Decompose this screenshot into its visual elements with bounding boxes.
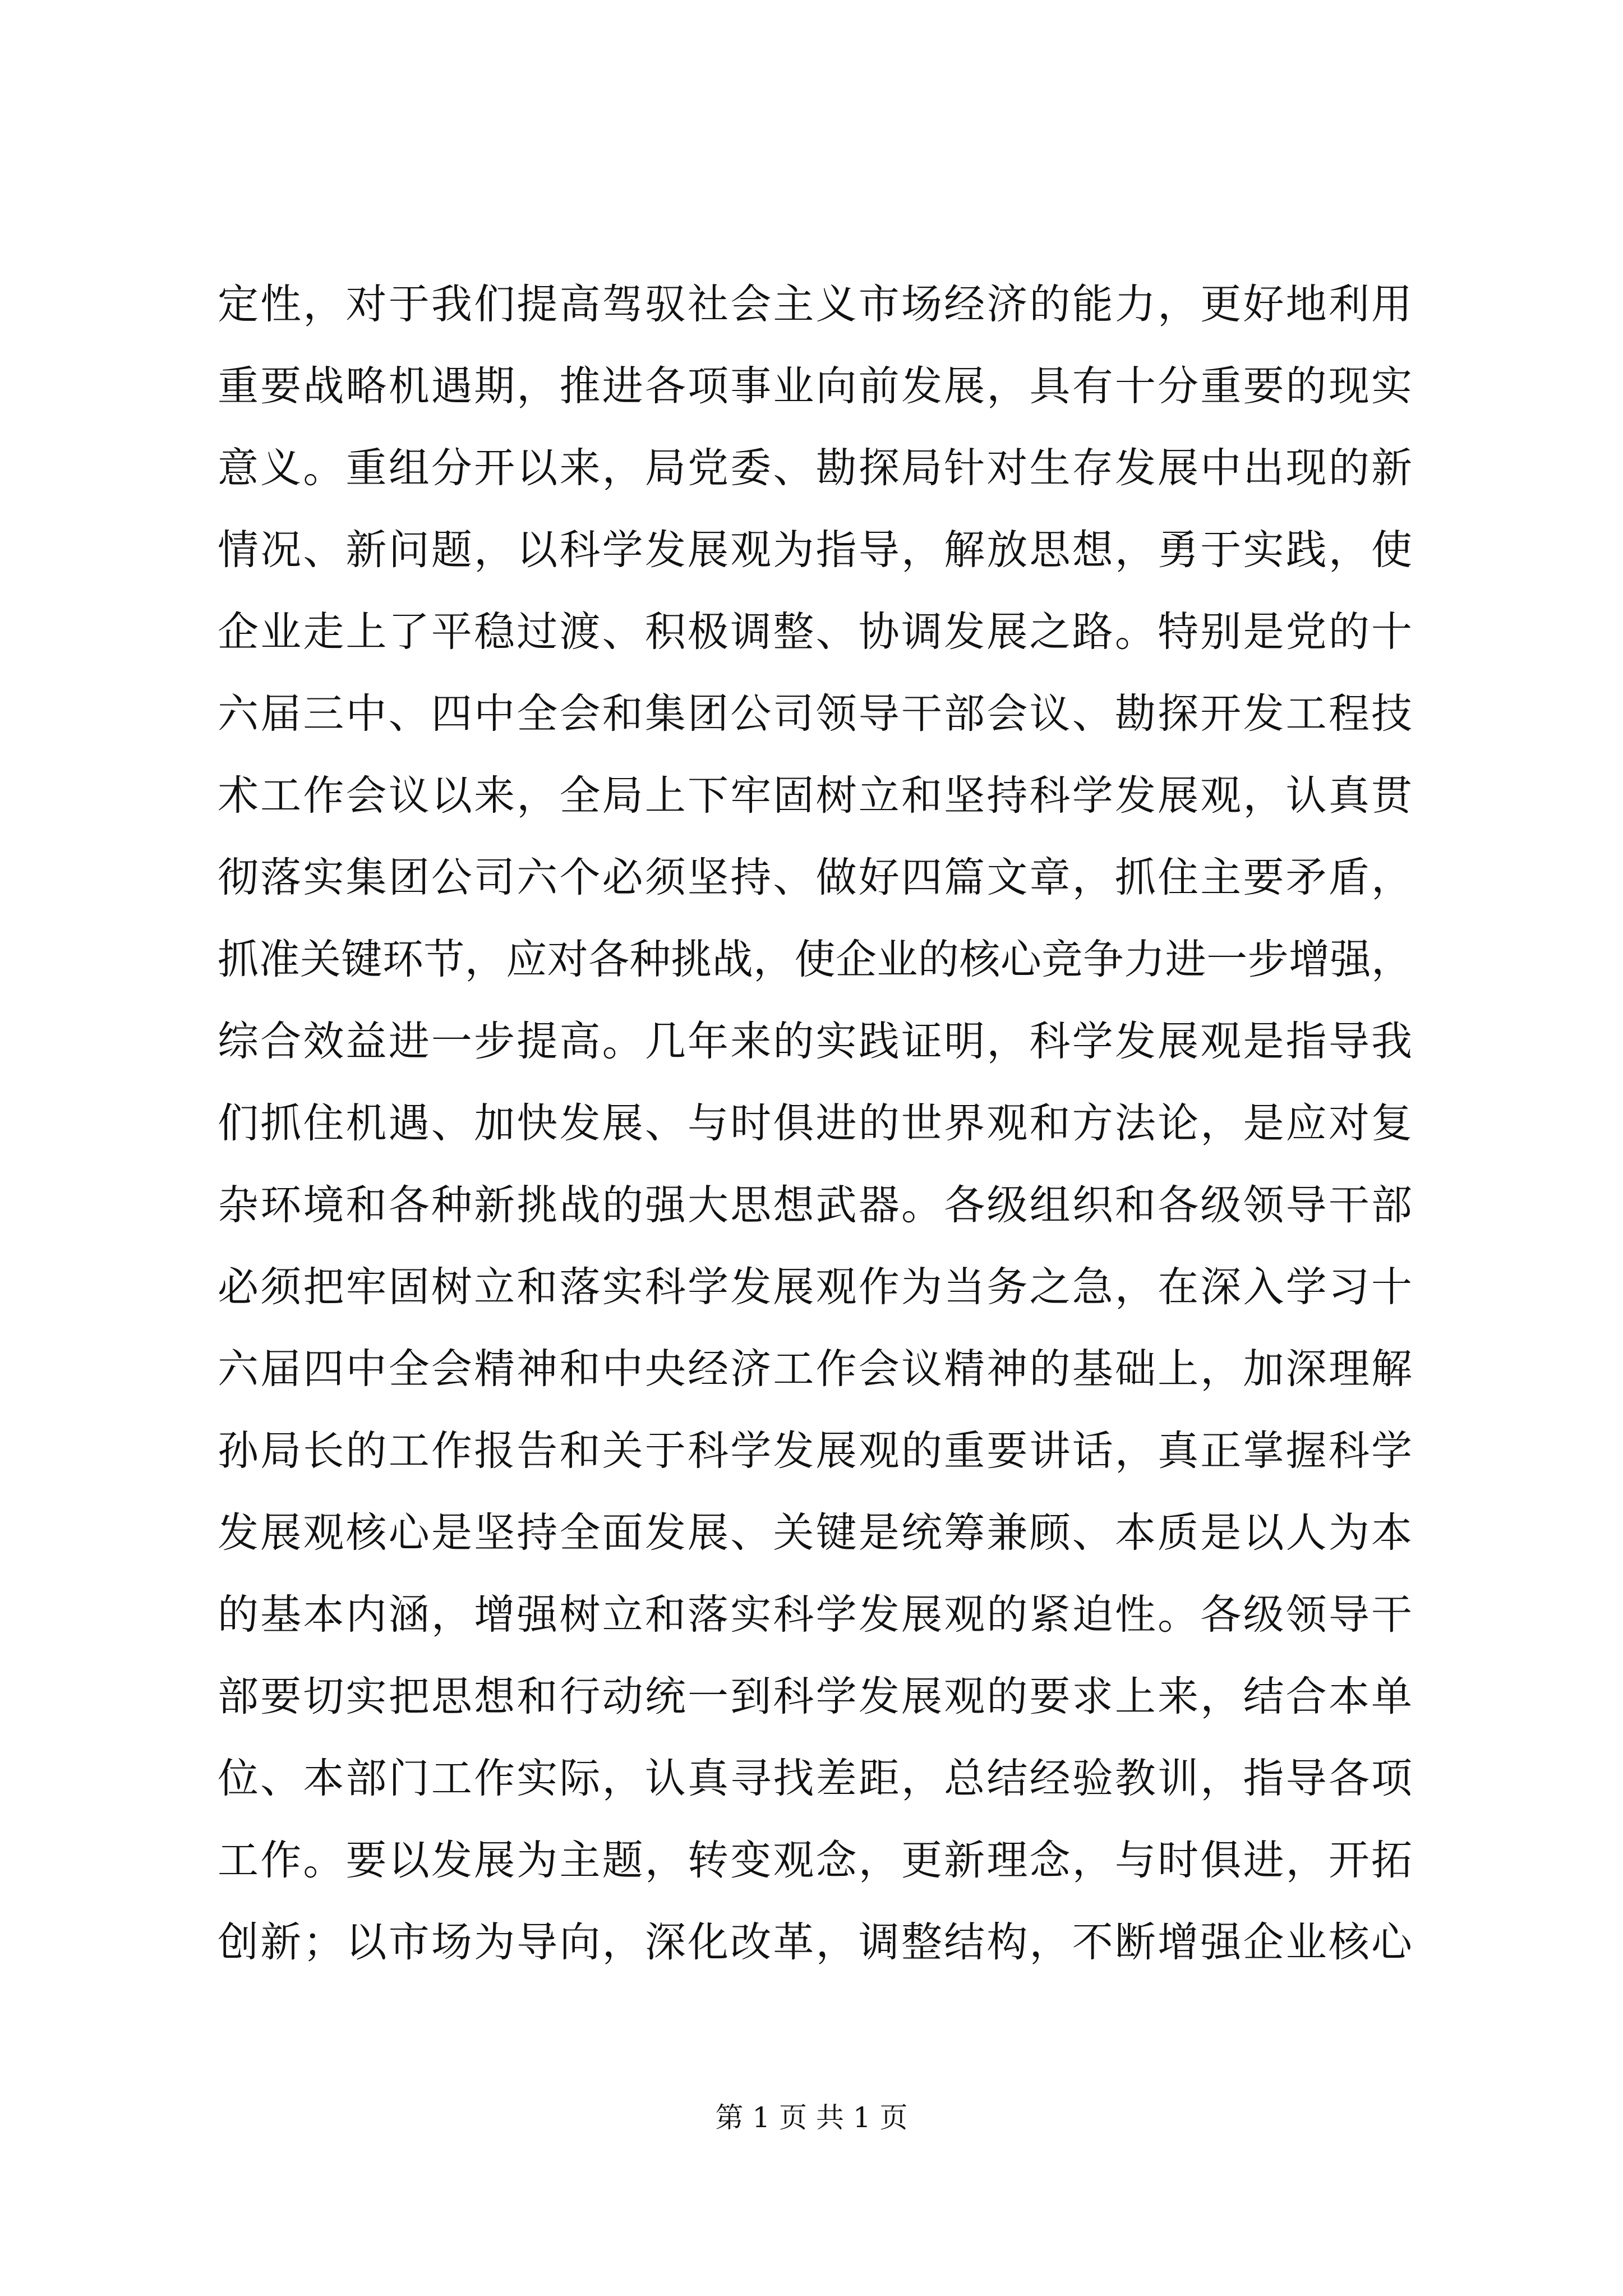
page-footer: 第 1 页 共 1 页 (715, 2101, 908, 2134)
text-line: 工作。要以发展为主题，转变观念，更新理念，与时俱进，开拓 (218, 1837, 1412, 1884)
text-line: 发展观核心是坚持全面发展、关键是统筹兼顾、本质是以人为本 (218, 1509, 1412, 1557)
text-line: 的基本内涵，增强树立和落实科学发展观的紧迫性。各级领导干 (218, 1591, 1412, 1639)
text-line: 情况、新问题，以科学发展观为指导，解放思想，勇于实践，使 (218, 526, 1412, 574)
text-line: 综合效益进一步提高。几年来的实践证明，科学发展观是指导我 (218, 1018, 1412, 1065)
text-line: 彻落实集团公司六个必须坚持、做好四篇文章，抓住主要矛盾， (218, 854, 1412, 901)
text-line: 定性，对于我们提高驾驭社会主义市场经济的能力，更好地利用 (218, 280, 1412, 328)
text-line: 抓准关键环节，应对各种挑战，使企业的核心竞争力进一步增强， (218, 936, 1412, 983)
text-line: 杂环境和各种新挑战的强大思想武器。各级组织和各级领导干部 (218, 1181, 1412, 1229)
text-line: 们抓住机遇、加快发展、与时俱进的世界观和方法论，是应对复 (218, 1099, 1412, 1147)
text-line: 孙局长的工作报告和关于科学发展观的重要讲话，真正掌握科学 (218, 1427, 1412, 1475)
text-line: 术工作会议以来，全局上下牢固树立和坚持科学发展观，认真贯 (218, 772, 1412, 820)
text-line: 重要战略机遇期，推进各项事业向前发展，具有十分重要的现实 (218, 362, 1412, 410)
text-line: 六届四中全会精神和中央经济工作会议精神的基础上，加深理解 (218, 1345, 1412, 1393)
text-line: 企业走上了平稳过渡、积极调整、协调发展之路。特别是党的十 (218, 608, 1412, 656)
text-line: 部要切实把思想和行动统一到科学发展观的要求上来，结合本单 (218, 1673, 1412, 1720)
text-line: 位、本部门工作实际，认真寻找差距，总结经验教训，指导各项 (218, 1755, 1412, 1802)
text-line: 意义。重组分开以来，局党委、勘探局针对生存发展中出现的新 (218, 444, 1412, 492)
text-line: 六届三中、四中全会和集团公司领导干部会议、勘探开发工程技 (218, 690, 1412, 738)
body-text (218, 264, 1412, 1984)
text-line: 创新；以市场为导向，深化改革，调整结构，不断增强企业核心 (218, 1918, 1412, 1966)
text-line: 必须把牢固树立和落实科学发展观作为当务之急，在深入学习十 (218, 1263, 1412, 1311)
